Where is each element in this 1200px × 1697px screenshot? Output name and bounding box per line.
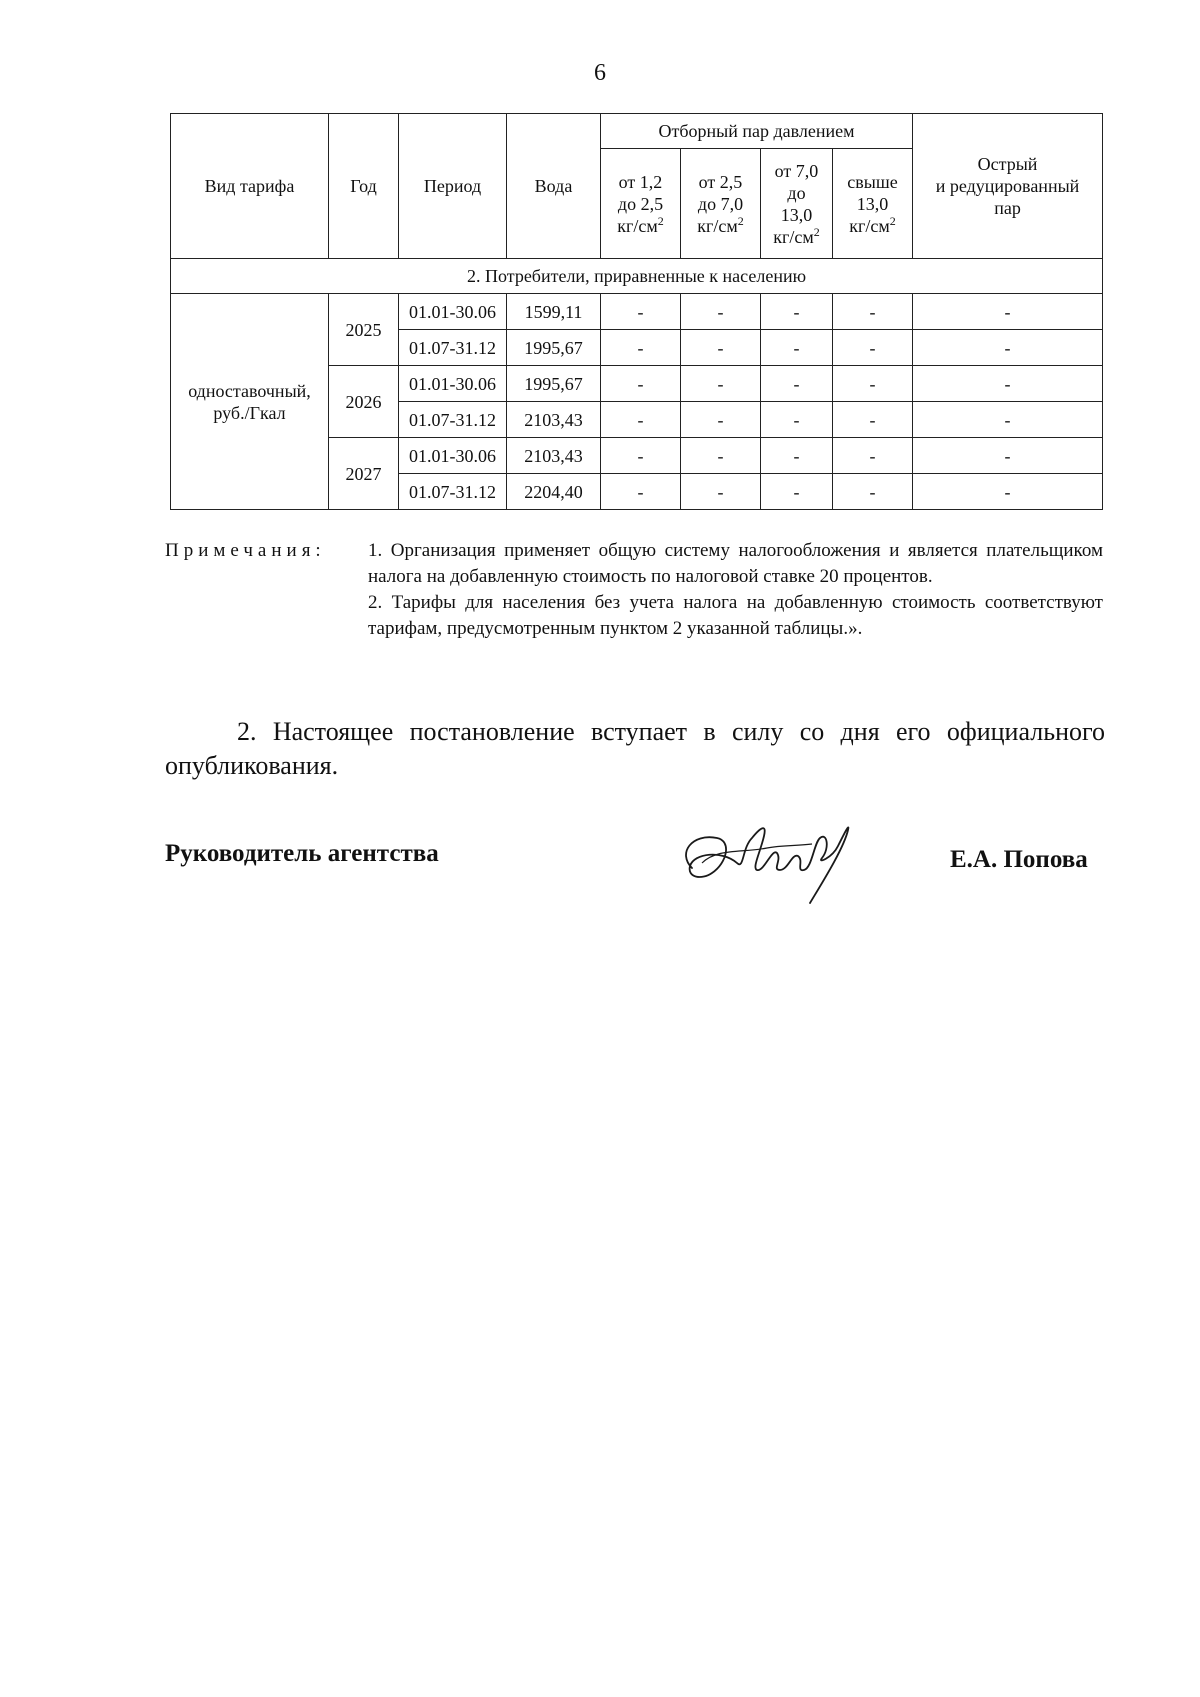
dash-cell: - bbox=[601, 330, 681, 366]
dash-cell: - bbox=[833, 474, 913, 510]
dash-cell: - bbox=[761, 330, 833, 366]
header-water: Вода bbox=[507, 114, 601, 259]
dash-cell: - bbox=[913, 474, 1103, 510]
header-tariff-type: Вид тарифа bbox=[171, 114, 329, 259]
header-steam-4: свыше 13,0 $кг/см^2$ bbox=[833, 149, 913, 259]
water-cell: 2204,40 bbox=[507, 474, 601, 510]
period-cell: 01.01-30.06 bbox=[399, 438, 507, 474]
dash-cell: - bbox=[601, 402, 681, 438]
water-cell: 2103,43 bbox=[507, 438, 601, 474]
dash-cell: - bbox=[601, 438, 681, 474]
dash-cell: - bbox=[681, 294, 761, 330]
dash-cell: - bbox=[681, 366, 761, 402]
water-cell: 1599,11 bbox=[507, 294, 601, 330]
dash-cell: - bbox=[761, 438, 833, 474]
page-number: 6 bbox=[594, 60, 606, 86]
handwritten-signature bbox=[672, 808, 862, 908]
dash-cell: - bbox=[913, 294, 1103, 330]
water-cell: 1995,67 bbox=[507, 330, 601, 366]
period-cell: 01.07-31.12 bbox=[399, 474, 507, 510]
header-period: Период bbox=[399, 114, 507, 259]
dash-cell: - bbox=[913, 366, 1103, 402]
signatory-title: Руководитель агентства bbox=[165, 840, 439, 867]
dash-cell: - bbox=[601, 366, 681, 402]
tariff-label: одноставочный, руб./Гкал bbox=[171, 294, 329, 510]
dash-cell: - bbox=[833, 438, 913, 474]
dash-cell: - bbox=[761, 294, 833, 330]
dash-cell: - bbox=[913, 402, 1103, 438]
dash-cell: - bbox=[761, 474, 833, 510]
header-steam-3: от 7,0 до 13,0 $кг/см^2$ bbox=[761, 149, 833, 259]
dash-cell: - bbox=[913, 438, 1103, 474]
dash-cell: - bbox=[833, 330, 913, 366]
header-steam-2: от 2,5 до 7,0 $кг/см^2$ bbox=[681, 149, 761, 259]
dash-cell: - bbox=[833, 366, 913, 402]
dash-cell: - bbox=[681, 402, 761, 438]
notes-label: Примечания: bbox=[165, 540, 326, 561]
dash-cell: - bbox=[681, 438, 761, 474]
water-cell: 1995,67 bbox=[507, 366, 601, 402]
dash-cell: - bbox=[601, 294, 681, 330]
tariff-table bbox=[170, 113, 1103, 510]
period-cell: 01.01-30.06 bbox=[399, 366, 507, 402]
dash-cell: - bbox=[761, 366, 833, 402]
dash-cell: - bbox=[913, 330, 1103, 366]
year-cell: 2025 bbox=[329, 294, 399, 366]
year-cell: 2027 bbox=[329, 438, 399, 510]
period-cell: 01.07-31.12 bbox=[399, 402, 507, 438]
note-item-2: 2. Тарифы для населения без учета налога на добавленную стоимость соответствуют тарифам, предусмотренным пунктом 2 указанной таблицы.». bbox=[368, 592, 1103, 639]
note-item-1: 1. Организация применяет общую систему налогообложения и является плательщиком налога на добавленную стоимость по налоговой ставке 20 процентов. bbox=[368, 540, 1103, 587]
year-cell: 2026 bbox=[329, 366, 399, 438]
dash-cell: - bbox=[681, 474, 761, 510]
main-paragraph: 2. Настоящее постановление вступает в силу со дня его официального опубликования. bbox=[165, 717, 1105, 780]
section-title: 2. Потребители, приравненные к населению bbox=[171, 259, 1103, 294]
header-steam-group: Отборный пар давлением bbox=[601, 114, 913, 149]
dash-cell: - bbox=[833, 402, 913, 438]
dash-cell: - bbox=[601, 474, 681, 510]
signatory-name: Е.А. Попова bbox=[950, 846, 1088, 873]
header-sharp-steam: Острый и редуцированный пар bbox=[913, 114, 1103, 259]
period-cell: 01.01-30.06 bbox=[399, 294, 507, 330]
dash-cell: - bbox=[833, 294, 913, 330]
table-row bbox=[171, 294, 1103, 330]
dash-cell: - bbox=[681, 330, 761, 366]
water-cell: 2103,43 bbox=[507, 402, 601, 438]
notes-body bbox=[368, 538, 1103, 642]
header-year: Год bbox=[329, 114, 399, 259]
header-steam-1: от 1,2 до 2,5 $кг/см^2$ bbox=[601, 149, 681, 259]
dash-cell: - bbox=[761, 402, 833, 438]
period-cell: 01.07-31.12 bbox=[399, 330, 507, 366]
